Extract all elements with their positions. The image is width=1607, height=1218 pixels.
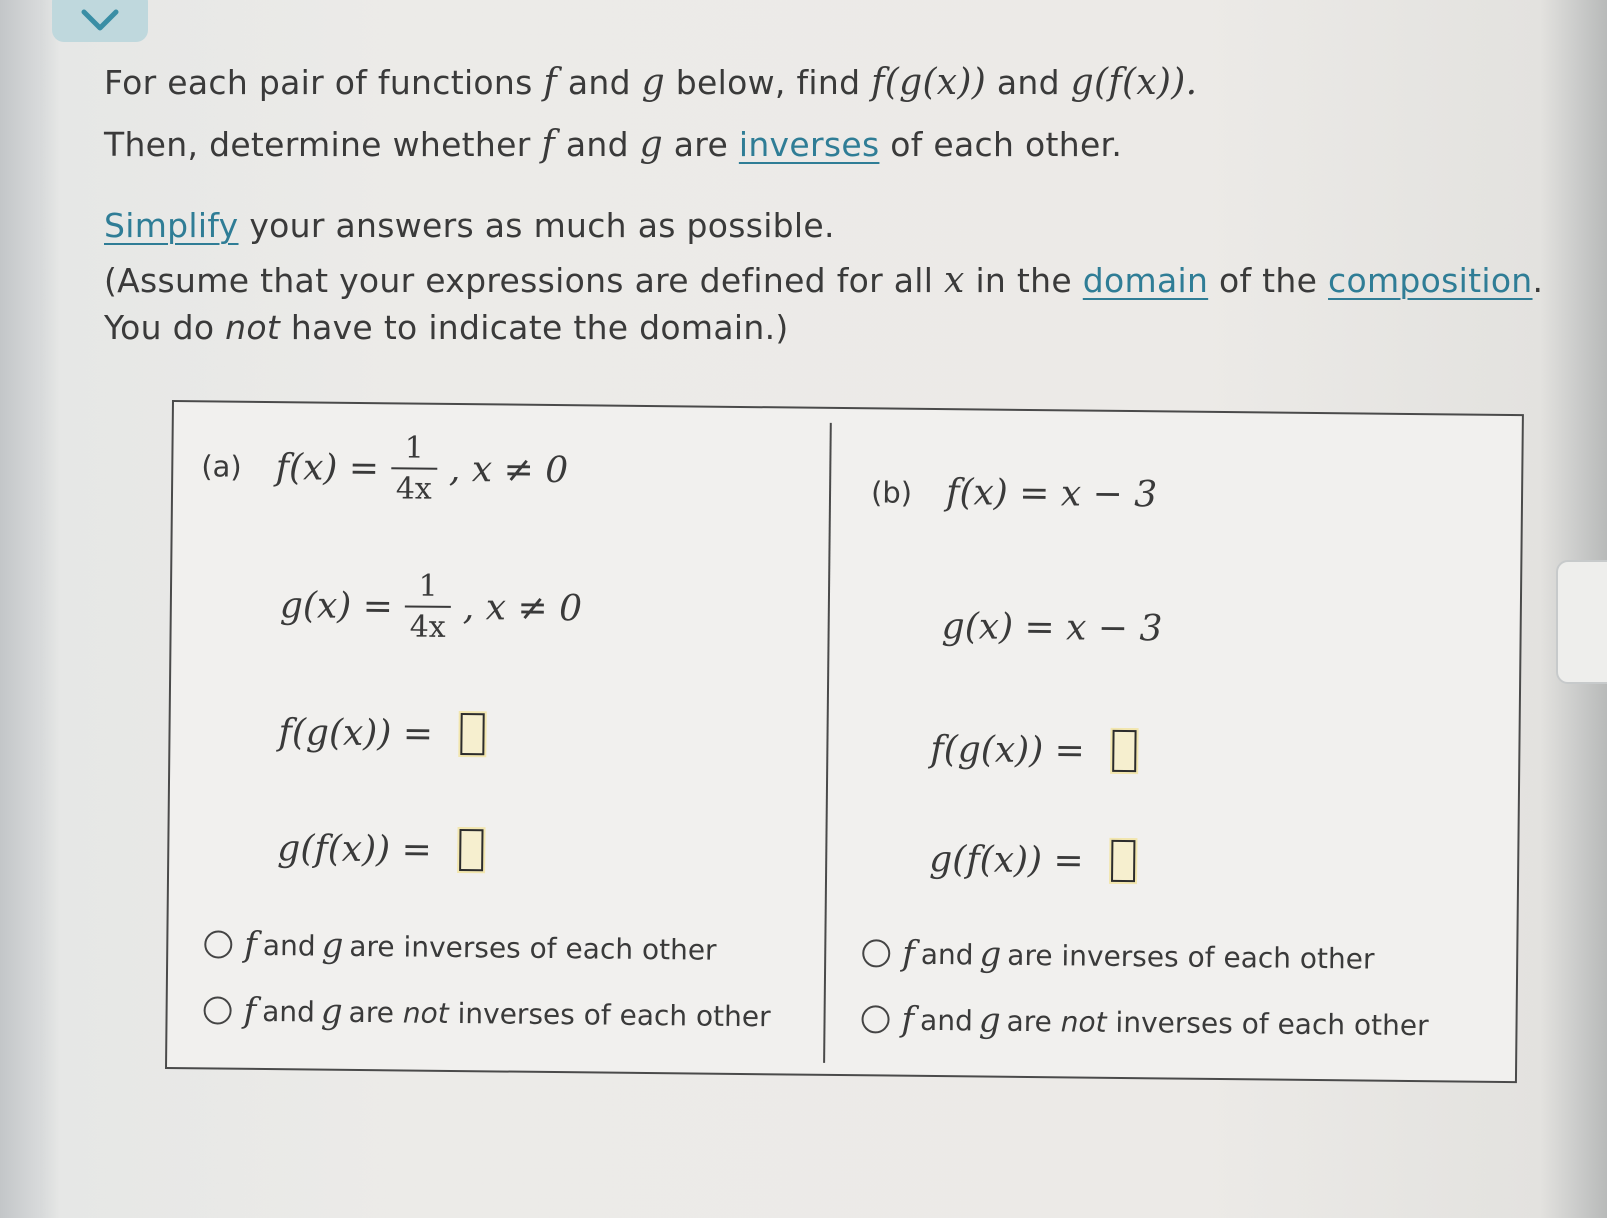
- math-lhs: f(g(x)) =: [278, 711, 434, 755]
- simplify-link[interactable]: Simplify: [104, 206, 239, 245]
- prompt-text: have to indicate the domain.): [290, 308, 789, 347]
- part-a-gf-row: [277, 827, 484, 871]
- part-a-gf-answer-input[interactable]: [460, 829, 484, 871]
- prompt-text: and: [996, 63, 1060, 102]
- part-b-label: (b): [870, 474, 913, 510]
- option-emphasis: not: [402, 995, 449, 1030]
- part-b-gf-row: [929, 838, 1136, 882]
- prompt-text: For each pair of functions: [104, 63, 533, 102]
- math-f: f: [243, 990, 257, 1031]
- fraction-denominator: 4x: [395, 471, 432, 507]
- part-b-option-inverses[interactable]: [862, 933, 1375, 978]
- prompt-text: of the: [1218, 261, 1318, 300]
- math-f: f: [901, 999, 915, 1040]
- part-a-fg-answer-input[interactable]: [461, 713, 485, 755]
- part-a-g-definition: [279, 567, 582, 646]
- prompt-line-4: [104, 260, 1543, 301]
- prompt-text: (Assume that your expressions are defined for all: [104, 261, 934, 300]
- prompt-text: below, find: [675, 63, 861, 102]
- part-a-f-definition: [201, 428, 569, 508]
- radio-button[interactable]: [862, 939, 890, 967]
- fraction: [391, 430, 438, 506]
- option-text: and: [262, 928, 316, 963]
- fraction: [404, 568, 451, 644]
- prompt-text: .: [1532, 261, 1544, 300]
- math-g: g: [321, 925, 344, 966]
- option-text: and: [919, 1003, 974, 1037]
- math-x: x: [944, 260, 965, 301]
- prompt-text: in the: [975, 261, 1072, 300]
- prompt-line-2: [104, 124, 1122, 165]
- option-text: are inverses of each other: [349, 929, 717, 967]
- left-edge-shadow: [0, 0, 40, 1218]
- option-text: are inverses of each other: [1007, 938, 1375, 976]
- math-condition: , x ≠ 0: [462, 586, 583, 629]
- inverses-link[interactable]: inverses: [738, 125, 880, 164]
- math-g: g: [641, 62, 665, 103]
- option-text: are: [1006, 1004, 1053, 1038]
- problem-table: [165, 400, 1524, 1083]
- part-a-cell: [167, 402, 830, 1069]
- part-b-fg-row: [930, 728, 1137, 772]
- part-b-gf-answer-input[interactable]: [1111, 840, 1135, 882]
- domain-link[interactable]: domain: [1082, 261, 1209, 300]
- part-b-cell: [825, 409, 1522, 1076]
- prompt-text: of each other.: [890, 125, 1123, 164]
- part-b-option-not-inverses[interactable]: [861, 999, 1428, 1045]
- part-b-fg-answer-input[interactable]: [1113, 730, 1137, 772]
- prompt-text: your answers as much as possible.: [249, 206, 835, 245]
- option-text: and: [262, 994, 316, 1029]
- option-text: and: [920, 937, 974, 971]
- math-gf: g(f(x)).: [1070, 62, 1198, 103]
- prompt-line-1: [104, 62, 1197, 103]
- part-a-label: (a): [201, 449, 242, 484]
- part-a-option-inverses[interactable]: [204, 924, 717, 969]
- part-a-option-not-inverses[interactable]: [203, 990, 770, 1036]
- math-g: g: [639, 124, 663, 165]
- radio-button[interactable]: [861, 1005, 889, 1033]
- prompt-text: You do: [104, 308, 215, 347]
- composition-link[interactable]: composition: [1328, 261, 1533, 300]
- math-g: g: [978, 1000, 1001, 1041]
- math-lhs: f(x) =: [275, 446, 380, 489]
- math-g: g: [979, 934, 1002, 975]
- fraction-bar: [391, 467, 437, 469]
- math-lhs: g(x) =: [279, 584, 394, 627]
- prompt-emphasis: not: [225, 308, 281, 347]
- math-definition: f(x) = x − 3: [945, 472, 1158, 516]
- math-f: f: [541, 124, 556, 165]
- part-b-f-definition: [871, 471, 1157, 515]
- math-lhs: g(f(x)) =: [929, 838, 1084, 882]
- math-definition: g(x) = x − 3: [941, 606, 1163, 650]
- math-f: f: [543, 62, 558, 103]
- part-b-g-definition: [941, 606, 1162, 649]
- math-fg: f(g(x)): [871, 62, 987, 103]
- math-g: g: [320, 991, 343, 1032]
- prompt-line-3: [104, 206, 835, 245]
- option-text: are: [348, 995, 395, 1029]
- math-lhs: f(g(x)) =: [930, 728, 1086, 772]
- fraction-denominator: 4x: [409, 609, 446, 645]
- prompt-text: are: [673, 125, 729, 164]
- fraction-bar: [405, 605, 451, 607]
- prompt-line-5: [104, 308, 789, 347]
- radio-button[interactable]: [204, 930, 232, 958]
- option-text: inverses of each other: [1115, 1005, 1429, 1042]
- math-f: f: [244, 924, 258, 965]
- fraction-numerator: 1: [404, 430, 424, 466]
- chevron-down-icon: [78, 8, 122, 34]
- prompt-text: and: [565, 125, 629, 164]
- prompt-text: Then, determine whether: [104, 125, 531, 164]
- math-f: f: [902, 933, 916, 974]
- side-tab[interactable]: [1556, 560, 1607, 684]
- fraction-numerator: 1: [418, 568, 438, 604]
- option-text: inverses of each other: [457, 996, 771, 1033]
- prompt-text: and: [567, 63, 631, 102]
- radio-button[interactable]: [203, 996, 231, 1024]
- collapse-button[interactable]: [52, 0, 148, 42]
- part-a-fg-row: [278, 711, 485, 755]
- math-lhs: g(f(x)) =: [277, 827, 432, 871]
- math-condition: , x ≠ 0: [448, 448, 569, 491]
- option-emphasis: not: [1060, 1004, 1107, 1039]
